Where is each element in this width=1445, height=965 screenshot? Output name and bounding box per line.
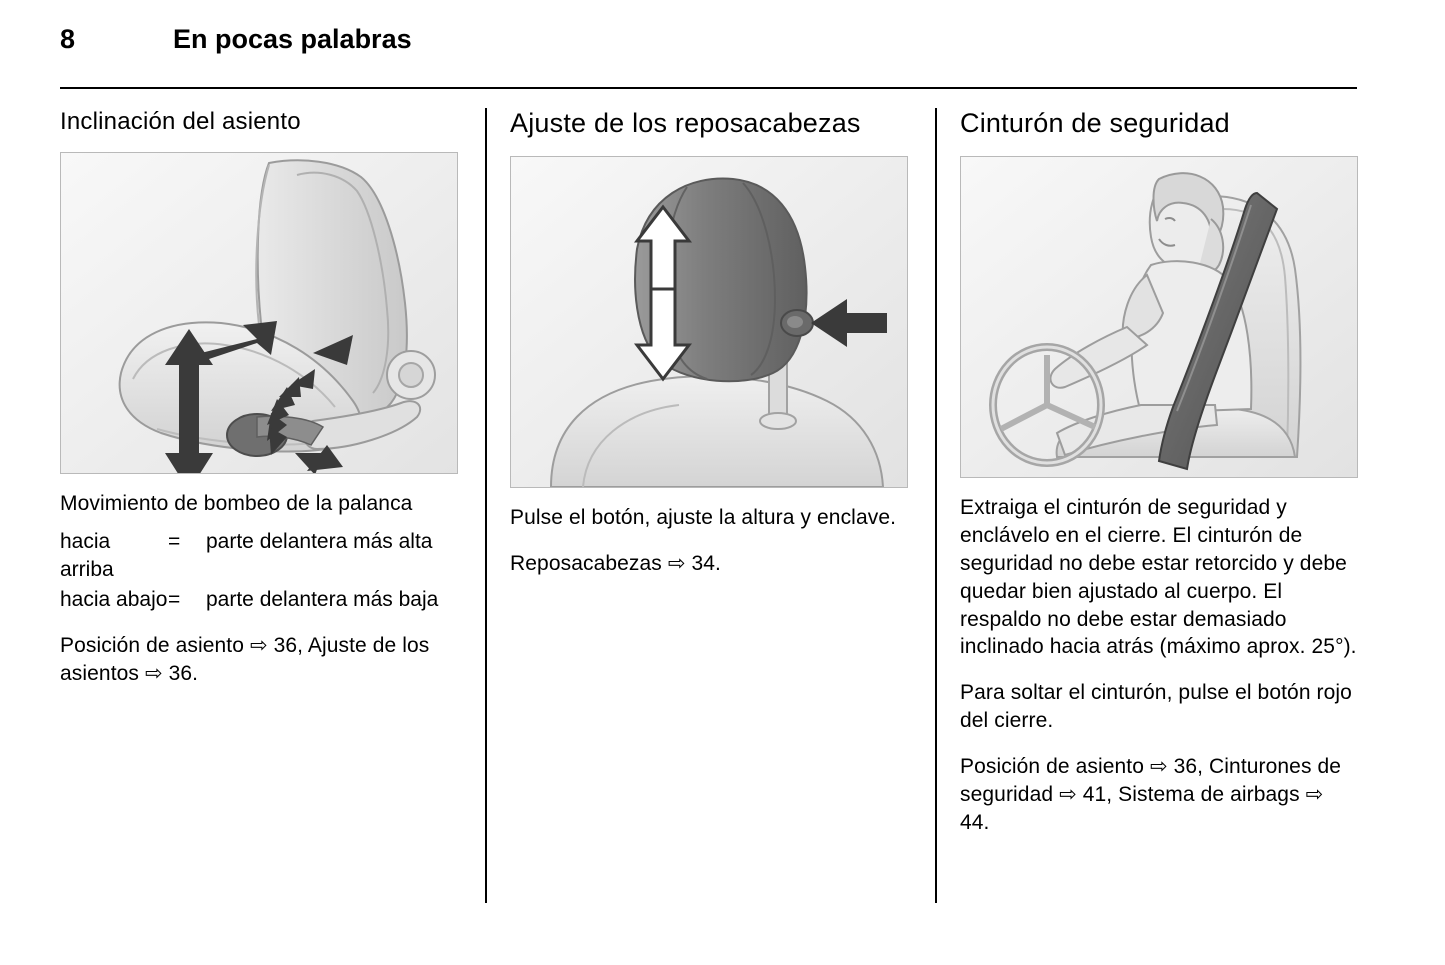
column-seat-belt bbox=[960, 108, 1358, 837]
definition-row bbox=[60, 586, 458, 614]
seat-tilt-definitions bbox=[60, 528, 458, 614]
seat-belt-text-1: Extraiga el cinturón de seguridad y enclávelo en el cierre. El cinturón de seguridad no debe estar retorcido y debe quedar bien ajustado al cuerpo. El respaldo no debe estar demasiado inclinado hacia atrás (máximo aprox. 25°). bbox=[960, 495, 1357, 659]
section-title-seat-tilt: Inclinación del asiento bbox=[60, 108, 301, 135]
head-restraint-illustration bbox=[510, 156, 908, 488]
chapter-title: En pocas palabras bbox=[173, 24, 412, 54]
head-restraint-text: Pulse el botón, ajuste la altura y enclave. bbox=[510, 505, 897, 529]
column-head-restraint bbox=[510, 108, 908, 578]
column-divider-1 bbox=[485, 108, 487, 903]
definition-term: hacia abajo bbox=[60, 588, 168, 612]
column-seat-tilt bbox=[60, 108, 458, 688]
header-divider bbox=[60, 87, 1357, 89]
seat-belt-illustration bbox=[960, 156, 1358, 478]
page-header bbox=[60, 24, 1357, 55]
seat-tilt-illustration bbox=[60, 152, 458, 474]
seat-belt-text-2: Para soltar el cinturón, pulse el botón rojo del cierre. bbox=[960, 681, 1352, 733]
definition-term: hacia arriba bbox=[60, 530, 114, 582]
definition-description: parte delantera más baja bbox=[206, 588, 439, 612]
seat-tilt-lead-text: Movimiento de bombeo de la palanca bbox=[60, 492, 413, 516]
seat-tilt-cross-reference: Posición de asiento ⇨ 36, Ajuste de los asientos ⇨ 36. bbox=[60, 634, 430, 685]
page-number: 8 bbox=[60, 24, 76, 54]
definition-description: parte delantera más alta bbox=[206, 530, 433, 554]
content-columns bbox=[60, 108, 1360, 908]
definition-equals: = bbox=[168, 530, 181, 554]
definition-row bbox=[60, 528, 458, 584]
seat-belt-cross-reference: Posición de asiento ⇨ 36, Cinturones de seguridad ⇨ 41, Sistema de airbags ⇨ 44. bbox=[960, 755, 1342, 835]
column-divider-2 bbox=[935, 108, 937, 903]
section-title-head-restraint: Ajuste de los reposacabezas bbox=[510, 108, 861, 138]
section-title-seat-belt: Cinturón de seguridad bbox=[960, 108, 1230, 138]
head-restraint-cross-reference: Reposacabezas ⇨ 34. bbox=[510, 551, 721, 575]
definition-equals: = bbox=[168, 588, 181, 612]
